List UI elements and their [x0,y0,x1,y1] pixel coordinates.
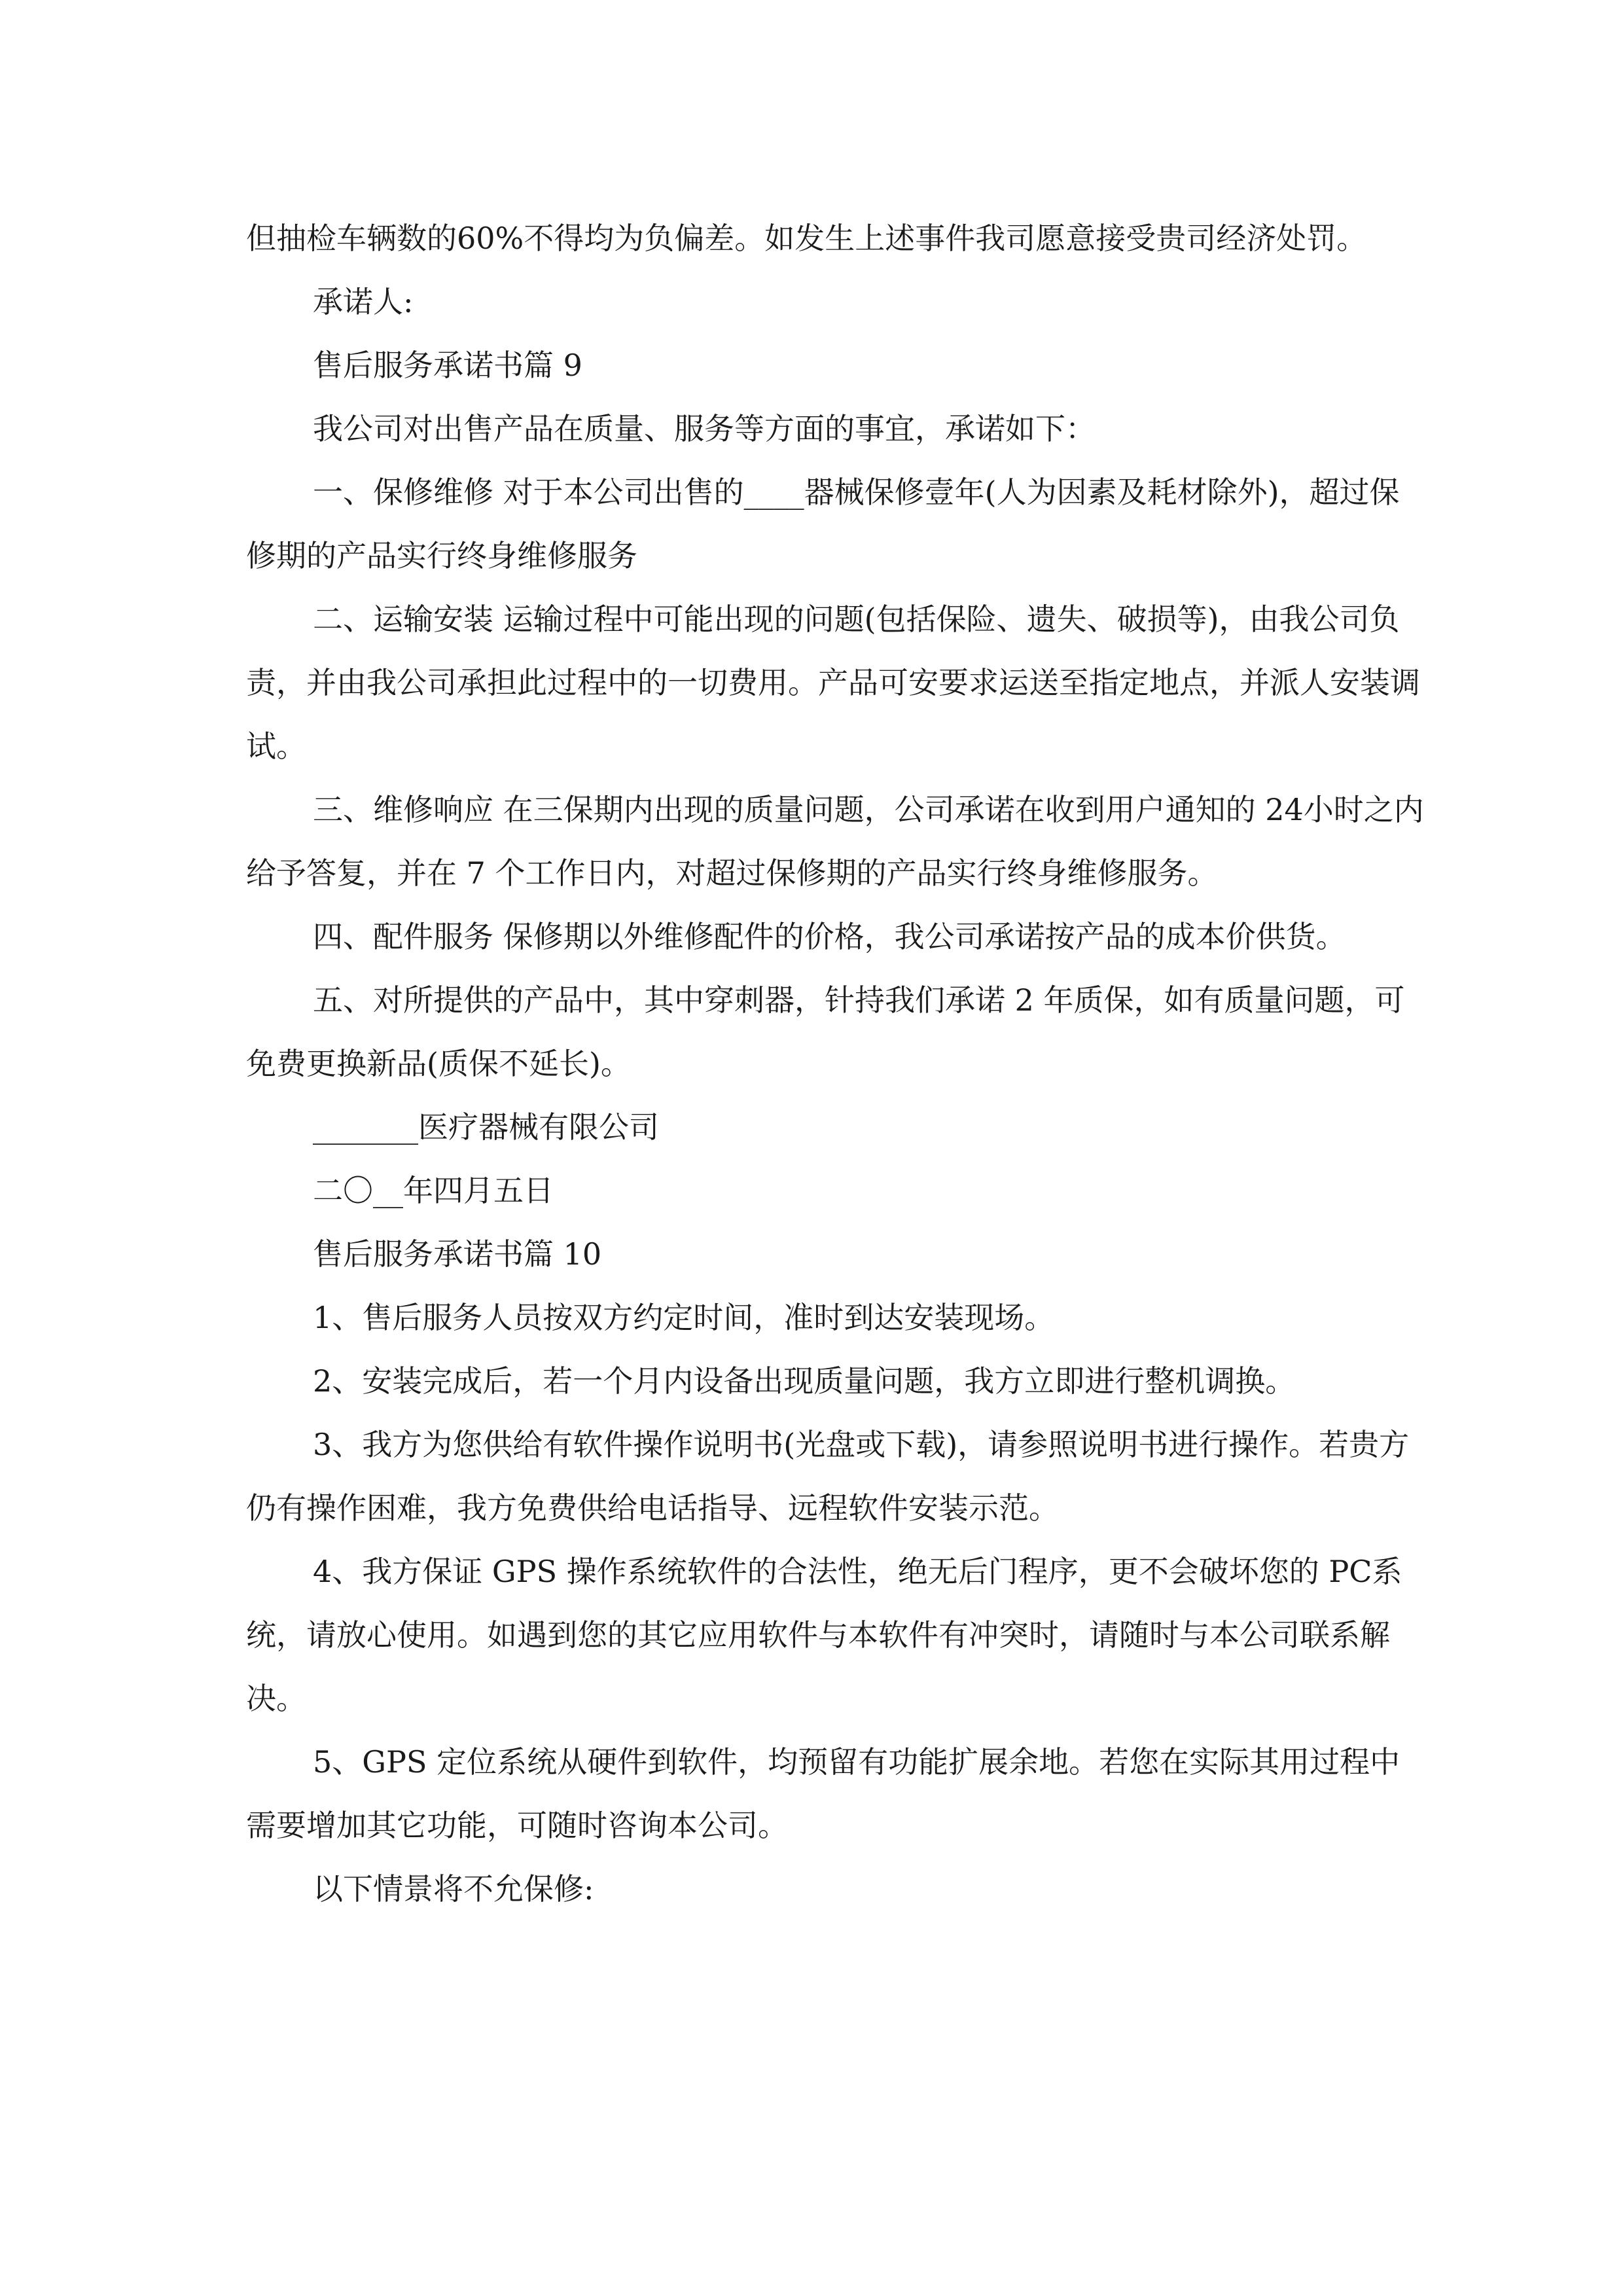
paragraph-11: 二〇__年四月五日 [313,1173,554,1208]
paragraph-17: 5、GPS 定位系统从硬件到软件，均预留有功能扩展余地。若您在实际其用过程中需要增加其它功能，可随时咨询本公司。 [246,1744,1400,1843]
paragraph-3: 售后服务承诺书篇 9 [313,348,582,383]
paragraph-14: 2、安装完成后，若一个月内设备出现质量问题，我方立即进行整机调换。 [313,1363,1296,1399]
paragraph-4: 我公司对出售产品在质量、服务等方面的事宜，承诺如下： [313,411,1096,446]
paragraph-2: 承诺人: [313,284,414,319]
paragraph-12: 售后服务承诺书篇 10 [313,1236,602,1272]
paragraph-1: 但抽检车辆数的60%不得均为负偏差。如发生上述事件我司愿意接受贵司经济处罚。 [246,221,1367,256]
paragraph-7: 三、维修响应 在三保期内出现的质量问题，公司承诺在收到用户通知的 24小时之内给予答复，并在 7 个工作日内，对超过保修期的产品实行终身维修服务。 [246,792,1424,891]
paragraph-15: 3、我方为您供给有软件操作说明书(光盘或下载)，请参照说明书进行操作。若贵方仍有操作困难，我方免费供给电话指导、远程软件安装示范。 [246,1427,1410,1526]
paragraph-18: 以下情景将不允保修: [313,1871,594,1907]
paragraph-10: _______医疗器械有限公司 [313,1109,659,1145]
paragraph-8: 四、配件服务 保修期以外维修配件的价格，我公司承诺按产品的成本价供货。 [313,919,1346,954]
paragraph-9: 五、对所提供的产品中，其中穿刺器，针持我们承诺 2 年质保，如有质量问题，可免费更换新品(质保不延长)。 [246,982,1405,1081]
paragraph-6: 二、运输安装 运输过程中可能出现的问题(包括保险、遗失、破损等)，由我公司负责，并由我公司承担此过程中的一切费用。产品可安要求运送至指定地点，并派人安装调试。 [246,601,1420,764]
paragraph-5: 一、保修维修 对于本公司出售的____器械保修壹年(人为因素及耗材除外)，超过保修期的产品实行终身维修服务 [246,475,1400,573]
paragraph-16: 4、我方保证 GPS 操作系统软件的合法性，绝无后门程序，更不会破坏您的 PC系统，请放心使用。如遇到您的其它应用软件与本软件有冲突时，请随时与本公司联系解决。 [246,1554,1402,1716]
paragraph-13: 1、售后服务人员按双方约定时间，准时到达安装现场。 [313,1300,1055,1335]
document-body [246,207,1424,1921]
